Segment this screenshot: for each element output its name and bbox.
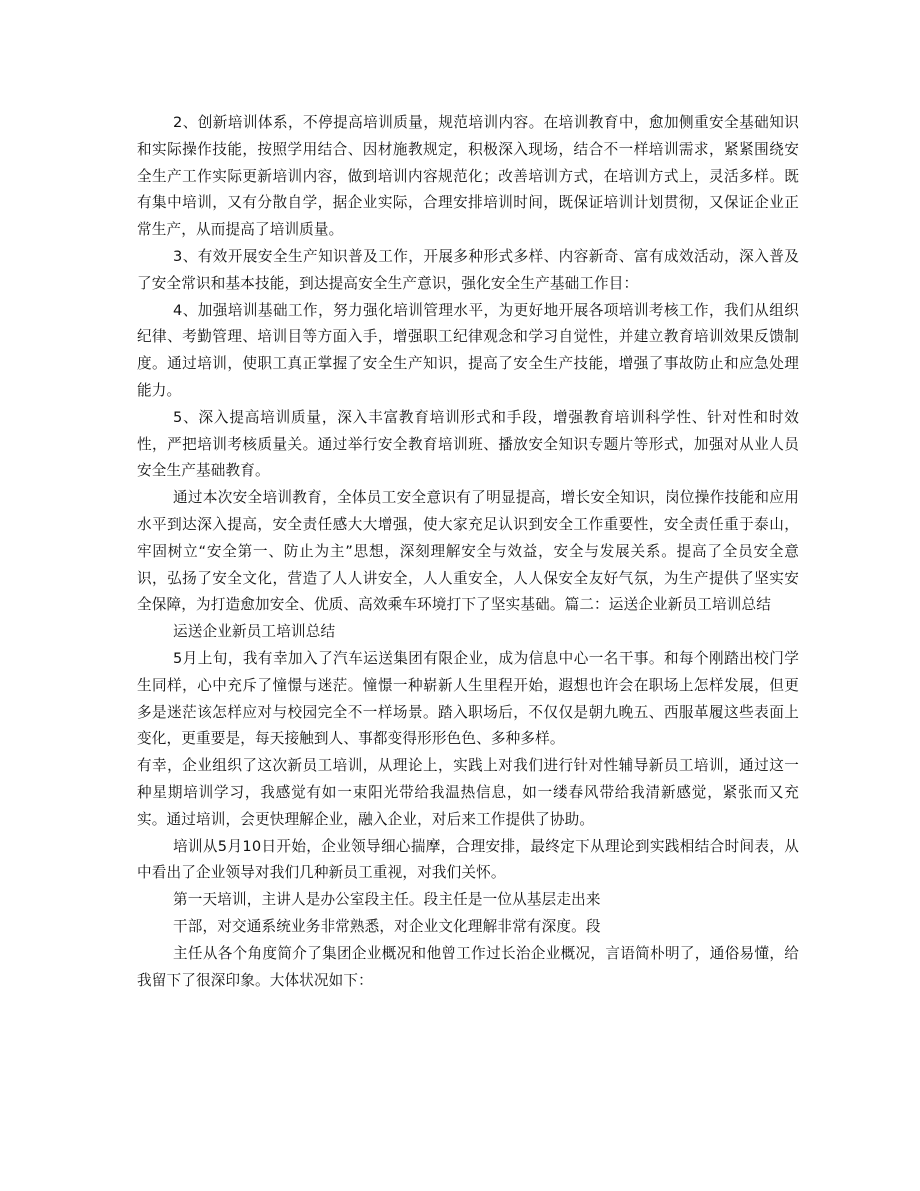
paragraph-joining-company: 5月上旬，我有幸加入了汽车运送集团有限企业，成为信息中心一名干事。和每个刚踏出校门学生同样，心中充斥了憧憬与迷茫。憧憬一种崭新人生里程开始，遐想也许会在职场上怎样发展，但更多是迷茫该怎样应对与校园完全不一样场景。踏入职场后，不仅仅是朝九晚五、西服革履这些表面上变化，更重要是，每天接触到人、事都变得形形色色、多种多样。 (137, 649, 799, 748)
paragraph-training-results: 通过本次安全培训教育，全体员工安全意识有了明显提高，增长安全知识，岗位操作技能和应用水平到达深入提高，安全责任感大大增强，使大家充足认识到安全工作重要性，安全责任重于泰山，牢固树立“安全第一、防止为主”思想，深刻理解安全与效益，安全与发展关系。提高了全员安全意识，弘扬了安全文化，营造了人人讲安全，人人重安全，人人保安全友好气氛，为生产提供了坚实安全保障，为打造愈加安全、优质、高效乘车环境打下了坚实基础。篇二：运送企业新员工培训总结 (137, 489, 799, 614)
paragraph-first-day-line2: 干部，对交通系统业务非常熟悉，对企业文化理解非常有深度。段 (173, 917, 601, 935)
document-body (137, 110, 799, 994)
paragraph-training-quality: 5、深入提高培训质量，深入丰富教育培训形式和手段，增强教育培训科学性、针对性和时效性，严把培训考核质量关。通过举行安全教育培训班、播放安全知识专题片等形式，加强对从业人员安全生产基础教育。 (137, 408, 799, 480)
paragraph-knowledge-popularization: 3、有效开展安全生产知识普及工作，开展多种形式多样、内容新奇、富有成效活动，深入普及了安全常识和基本技能，到达提高安全生产意识，强化安全生产基础工作目： (137, 247, 799, 292)
paragraph-training-foundation: 4、加强培训基础工作，努力强化培训管理水平，为更好地开展各项培训考核工作，我们从组织纪律、考勤管理、培训目等方面入手，增强职工纪律观念和学习自觉性，并建立教育培训效果反馈制度。通过培训，使职工真正掌握了安全生产知识，提高了安全生产技能，增强了事故防止和应急处理能力。 (137, 301, 799, 399)
paragraph-training-system: 2、创新培训体系，不停提高培训质量，规范培训内容。在培训教育中，愈加侧重安全基础知识和实际操作技能，按照学用结合、因材施教规定，积极深入现场，结合不一样培训需求，紧紧围绕安全生产工作实际更新培训内容，做到培训内容规范化；改善培训方式，在培训方式上，灵活多样。既有集中培训，又有分散自学，据企业实际，合理安排培训时间，既保证培训计划贯彻，又保证企业正常生产，从而提高了培训质量。 (137, 114, 799, 239)
paragraph-training-schedule: 培训从5月10日开始，企业领导细心揣摩，合理安排，最终定下从理论到实践相结合时间表，从中看出了企业领导对我们几种新员工重视，对我们关怀。 (137, 837, 799, 882)
section-title-new-employee-summary: 运送企业新员工培训总结 (173, 623, 336, 641)
paragraph-director-introduction: 主任从各个角度简介了集团企业概况和他曾工作过长治企业概况，言语简朴明了，通俗易懂，给我留下了很深印象。大体状况如下： (137, 944, 799, 989)
paragraph-training-organization: 有幸，企业组织了这次新员工培训，从理论上，实践上对我们进行针对性辅导新员工培训，通过这一种星期培训学习，我感觉有如一束阳光带给我温热信息，如一缕春风带给我清新感觉，紧张而又充实。通过培训，会更快理解企业，融入企业，对后来工作提供了协助。 (137, 757, 799, 828)
paragraph-first-day-line1: 第一天培训，主讲人是办公室段主任。段主任是一位从基层走出来 (173, 891, 601, 909)
